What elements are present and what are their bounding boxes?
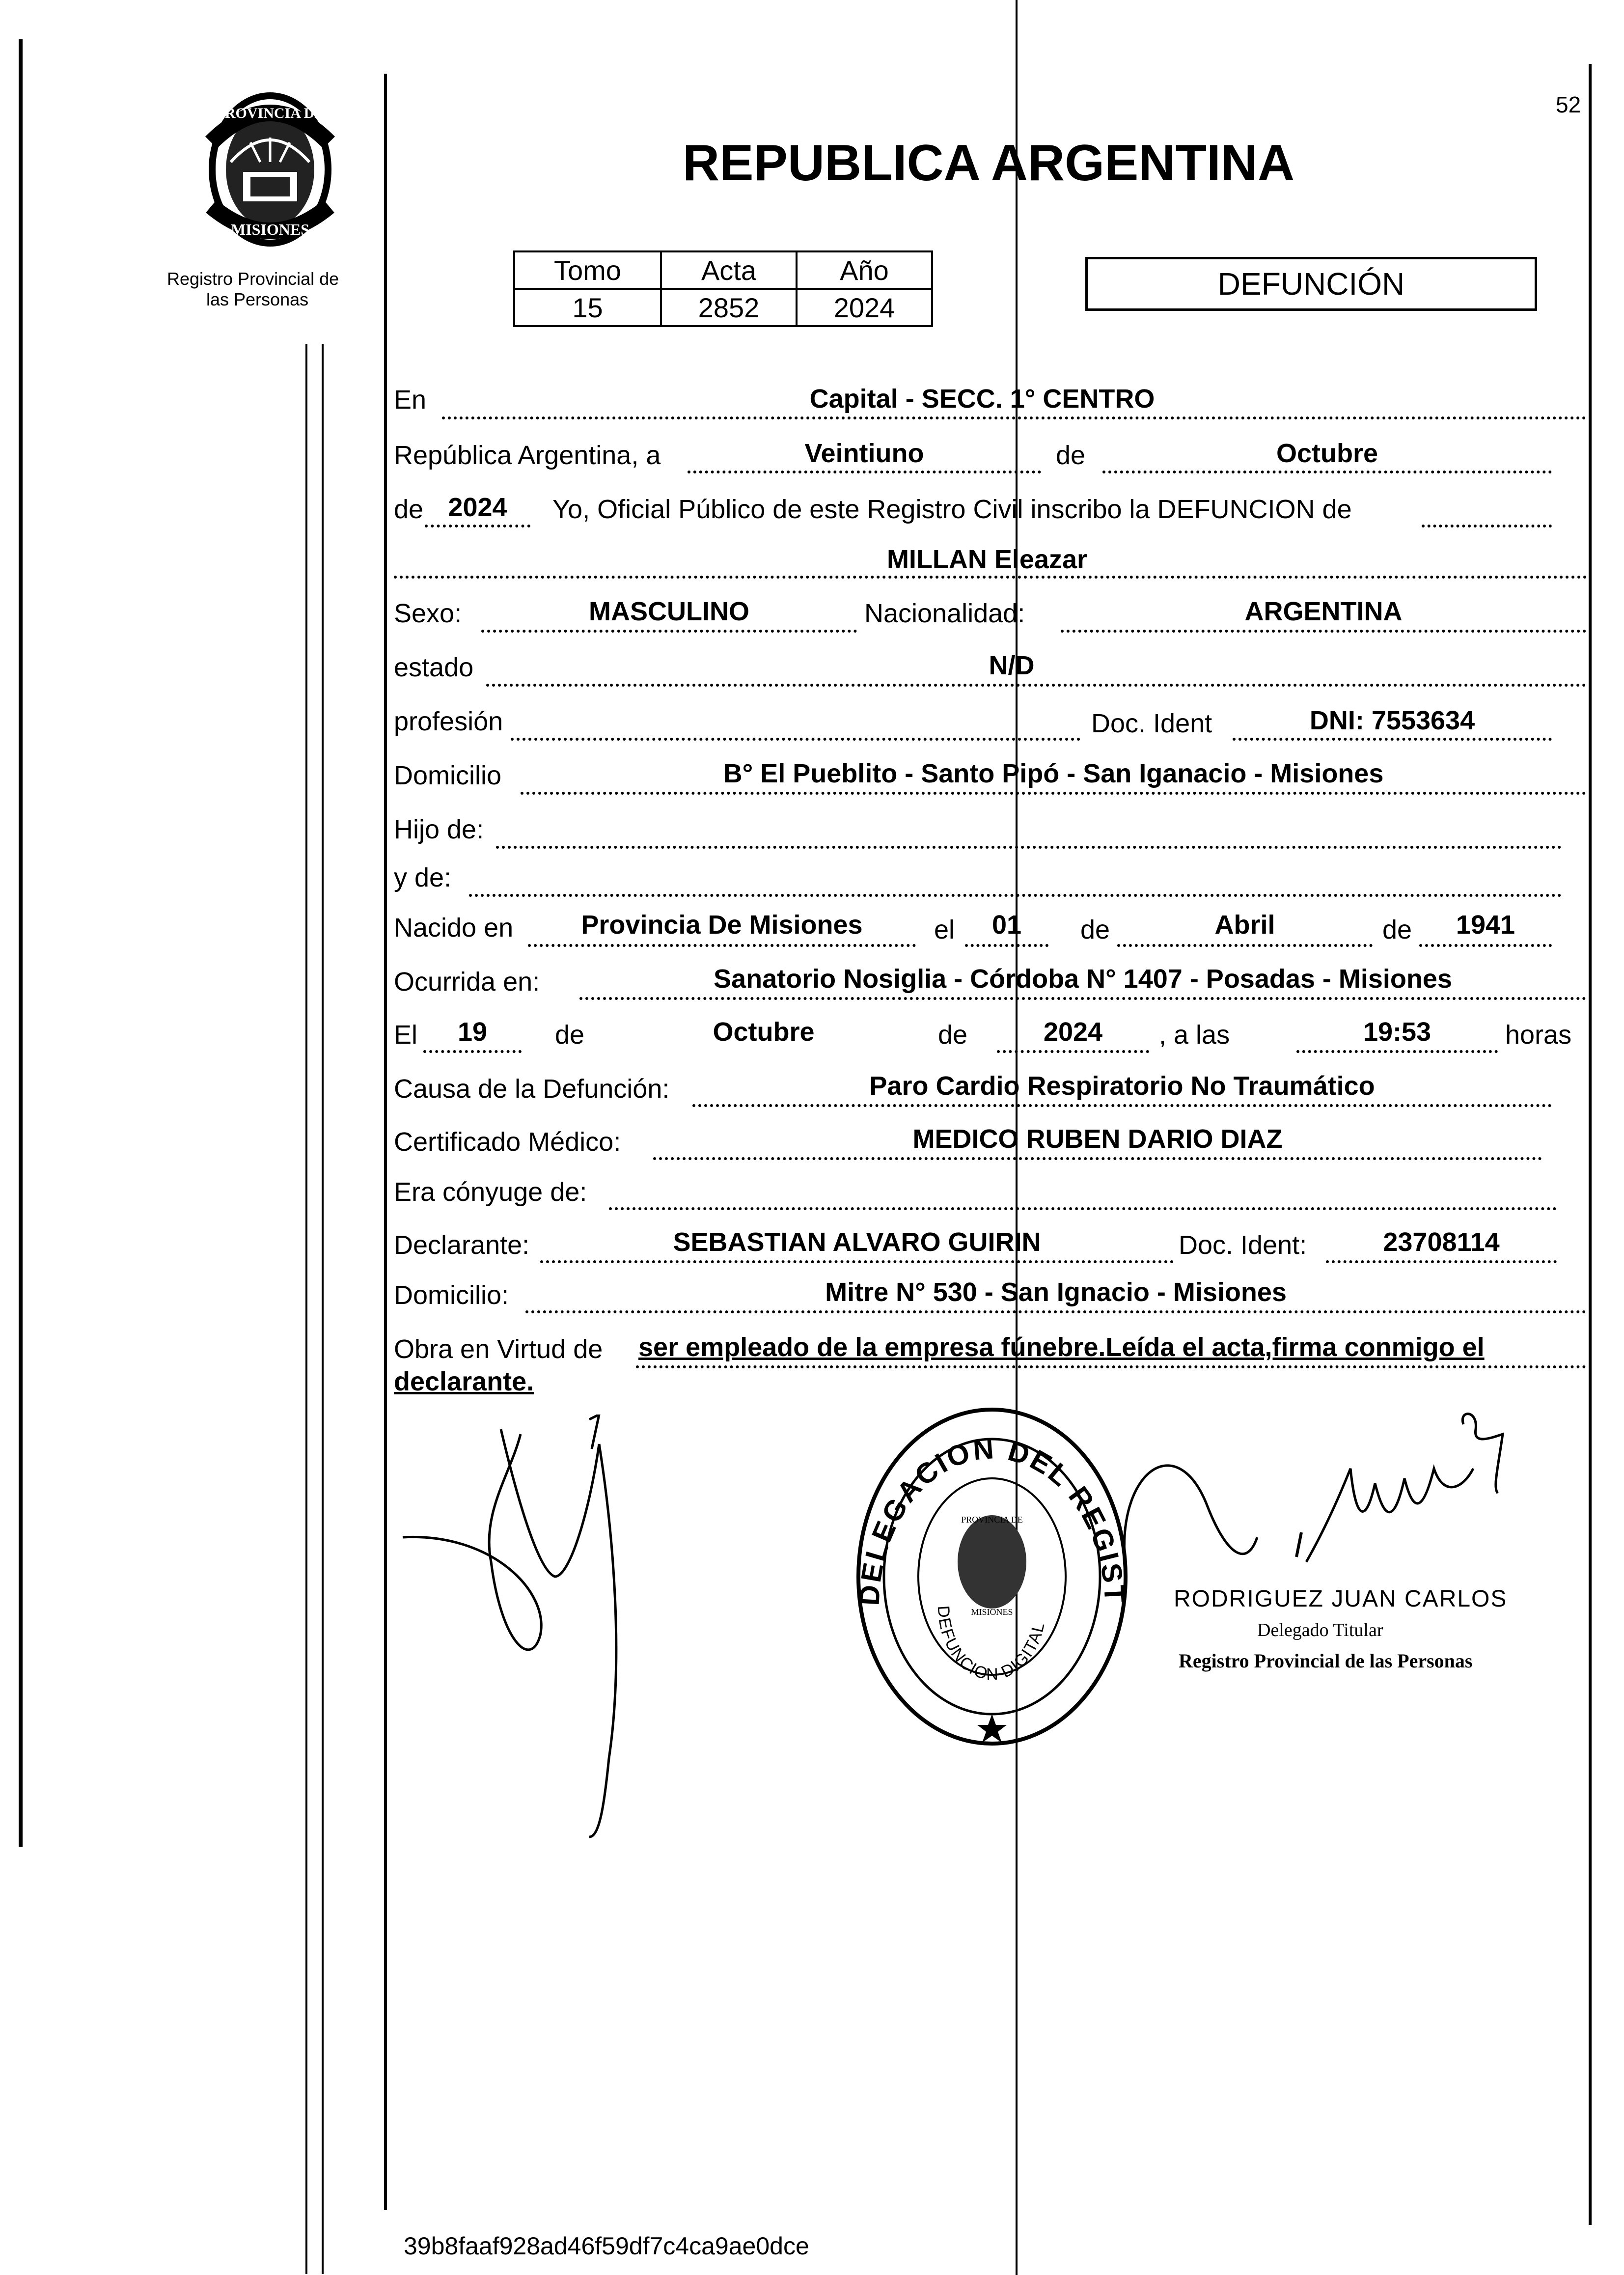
nacido-value: Provincia De Misiones — [581, 910, 863, 940]
nacido-line — [528, 944, 916, 947]
estado-label: estado — [394, 653, 474, 682]
en-line — [442, 416, 1586, 419]
country-title: REPUBLICA ARGENTINA — [683, 135, 1295, 192]
registry-seal — [850, 1400, 1134, 1753]
death-day: 19 — [457, 1017, 488, 1047]
death-month: Octubre — [713, 1017, 815, 1047]
declarante-line — [540, 1260, 1174, 1263]
obra-label: Obra en Virtud de — [394, 1334, 603, 1364]
nacionalidad-label: Nacionalidad: — [864, 599, 1025, 628]
registry-caption-2: las Personas — [206, 289, 309, 309]
certificado-label: Certificado Médico: — [394, 1127, 621, 1157]
month-value: Octubre — [1276, 439, 1378, 468]
birth-year-line — [1419, 944, 1552, 947]
birth-day: 01 — [991, 910, 1022, 940]
domicilio-line — [521, 792, 1586, 795]
registry-logo — [196, 88, 344, 250]
declarante-value: SEBASTIAN ALVARO GUIRIN — [673, 1227, 1041, 1257]
profesion-label: profesión — [394, 707, 503, 736]
svg-text:DEFUNCION DIGITAL: DEFUNCION DIGITAL — [934, 1605, 1049, 1684]
birth-month: Abril — [1214, 910, 1275, 940]
conyuge-line — [609, 1207, 1557, 1210]
estado-line — [486, 684, 1586, 687]
birth-day-line — [965, 944, 1048, 947]
certificado-value: MEDICO RUBEN DARIO DIAZ — [912, 1124, 1283, 1154]
yo-text: Yo, Oficial Público de este Registro Civil inscribo la DEFUNCION de — [552, 495, 1352, 524]
declarante-doc: 23708114 — [1383, 1227, 1500, 1257]
document-hash: 39b8faaf928ad46f59df7c4ca9ae0dce — [404, 2232, 809, 2260]
en-label: En — [394, 385, 427, 415]
official-name: RODRIGUEZ JUAN CARLOS — [1174, 1586, 1508, 1612]
declarante-label: Declarante: — [394, 1230, 530, 1260]
death-year-line — [997, 1050, 1149, 1053]
declarante-doc-line — [1326, 1260, 1557, 1263]
death-day-line — [423, 1050, 522, 1053]
causa-label: Causa de la Defunción: — [394, 1074, 670, 1104]
alas-label: , a las — [1159, 1020, 1230, 1050]
nacionalidad-line — [1061, 630, 1586, 633]
acta-header: Acta — [661, 251, 797, 289]
conyuge-label: Era cónyuge de: — [394, 1177, 587, 1207]
svg-text:DELEGACION DEL REGISTRO DE LAS: DELEGACION DEL REGIST — [853, 1432, 1131, 1607]
domicilio2-value: Mitre N° 530 - San Ignacio - Misiones — [825, 1277, 1287, 1307]
de-label-3: de — [1080, 915, 1110, 944]
doc-ident-label: Doc. Ident: — [1179, 1230, 1307, 1260]
act-type-box — [1085, 257, 1537, 311]
deceased-name: MILLAN Eleazar — [886, 545, 1088, 574]
yde-line — [469, 894, 1562, 897]
svg-text:MISIONES: MISIONES — [230, 221, 310, 238]
causa-value: Paro Cardio Respiratorio No Traumático — [869, 1071, 1375, 1101]
anio-header: Año — [797, 251, 932, 289]
republica-label: República Argentina, a — [394, 441, 661, 470]
de-label-2: de — [394, 495, 424, 524]
doc-line — [1233, 738, 1552, 741]
anio-value: 2024 — [797, 289, 932, 326]
hijo-line — [496, 846, 1562, 849]
death-time: 19:53 — [1363, 1017, 1431, 1047]
tomo-header: Tomo — [514, 251, 661, 289]
domicilio-value: B° El Pueblito - Santo Pipó - San Iganacio - Misiones — [723, 759, 1384, 788]
name-line — [394, 576, 1587, 579]
hijo-label: Hijo de: — [394, 815, 484, 844]
domicilio2-label: Domicilio: — [394, 1280, 509, 1310]
nacionalidad-value: ARGENTINA — [1244, 597, 1403, 626]
year-value: 2024 — [448, 493, 507, 522]
svg-text:PROVINCIA DE: PROVINCIA DE — [216, 105, 325, 121]
form-right-border — [1589, 64, 1592, 2225]
el-cap-label: El — [394, 1020, 418, 1050]
form-left-border — [384, 74, 387, 2210]
binding-line-2 — [322, 344, 324, 2274]
en-value: Capital - SECC. 1° CENTRO — [809, 384, 1155, 414]
death-year: 2024 — [1043, 1017, 1103, 1047]
de-label-4: de — [1382, 915, 1412, 944]
svg-text:MISIONES: MISIONES — [971, 1607, 1013, 1617]
horas-label: horas — [1505, 1020, 1572, 1050]
act-type: DEFUNCIÓN — [1217, 266, 1405, 302]
birth-year: 1941 — [1456, 910, 1515, 940]
causa-line — [692, 1104, 1552, 1107]
act-table — [513, 250, 933, 327]
de-label-6: de — [938, 1020, 968, 1050]
registry-caption-1: Registro Provincial de — [167, 269, 339, 289]
domicilio-label: Domicilio — [394, 761, 502, 790]
el-label: el — [934, 915, 955, 944]
yde-label: y de: — [394, 863, 452, 892]
de-label-1: de — [1056, 441, 1086, 470]
day-line — [688, 471, 1041, 473]
de-label-5: de — [555, 1020, 585, 1050]
day-value: Veintiuno — [804, 439, 924, 468]
profesion-line — [511, 738, 1080, 741]
svg-text:PROVINCIA DE: PROVINCIA DE — [961, 1515, 1023, 1525]
left-edge-mark — [19, 39, 23, 1847]
nacido-label: Nacido en — [394, 913, 514, 943]
sexo-label: Sexo: — [394, 599, 462, 628]
death-time-line — [1296, 1050, 1498, 1053]
acta-value: 2852 — [661, 289, 797, 326]
ocurrida-value: Sanatorio Nosiglia - Córdoba N° 1407 - Posadas - Misiones — [714, 964, 1452, 994]
domicilio2-line — [525, 1310, 1586, 1313]
yo-line — [1422, 525, 1552, 527]
estado-value: N/D — [989, 651, 1035, 680]
official-title: Delegado Titular — [1257, 1620, 1383, 1640]
ocurrida-label: Ocurrida en: — [394, 967, 540, 997]
month-line — [1102, 471, 1552, 473]
sexo-value: MASCULINO — [589, 597, 749, 626]
declarant-signature — [393, 1415, 884, 1847]
doc-label: Doc. Ident — [1091, 709, 1212, 738]
certificado-line — [653, 1157, 1542, 1160]
year-line — [425, 525, 530, 527]
page-number: 52 — [1556, 92, 1581, 117]
official-office: Registro Provincial de las Personas — [1179, 1650, 1473, 1672]
birth-month-line — [1117, 944, 1373, 947]
obra-value-2: declarante. — [394, 1367, 534, 1396]
binding-line — [305, 344, 307, 2274]
obra-line — [636, 1365, 1586, 1368]
sexo-line — [481, 630, 857, 633]
doc-value: DNI: 7553634 — [1309, 706, 1475, 735]
tomo-value: 15 — [514, 289, 661, 326]
ocurrida-line — [579, 997, 1586, 1000]
obra-value-1: ser empleado de la empresa fúnebre.Leída el acta,firma conmigo el — [638, 1332, 1485, 1362]
